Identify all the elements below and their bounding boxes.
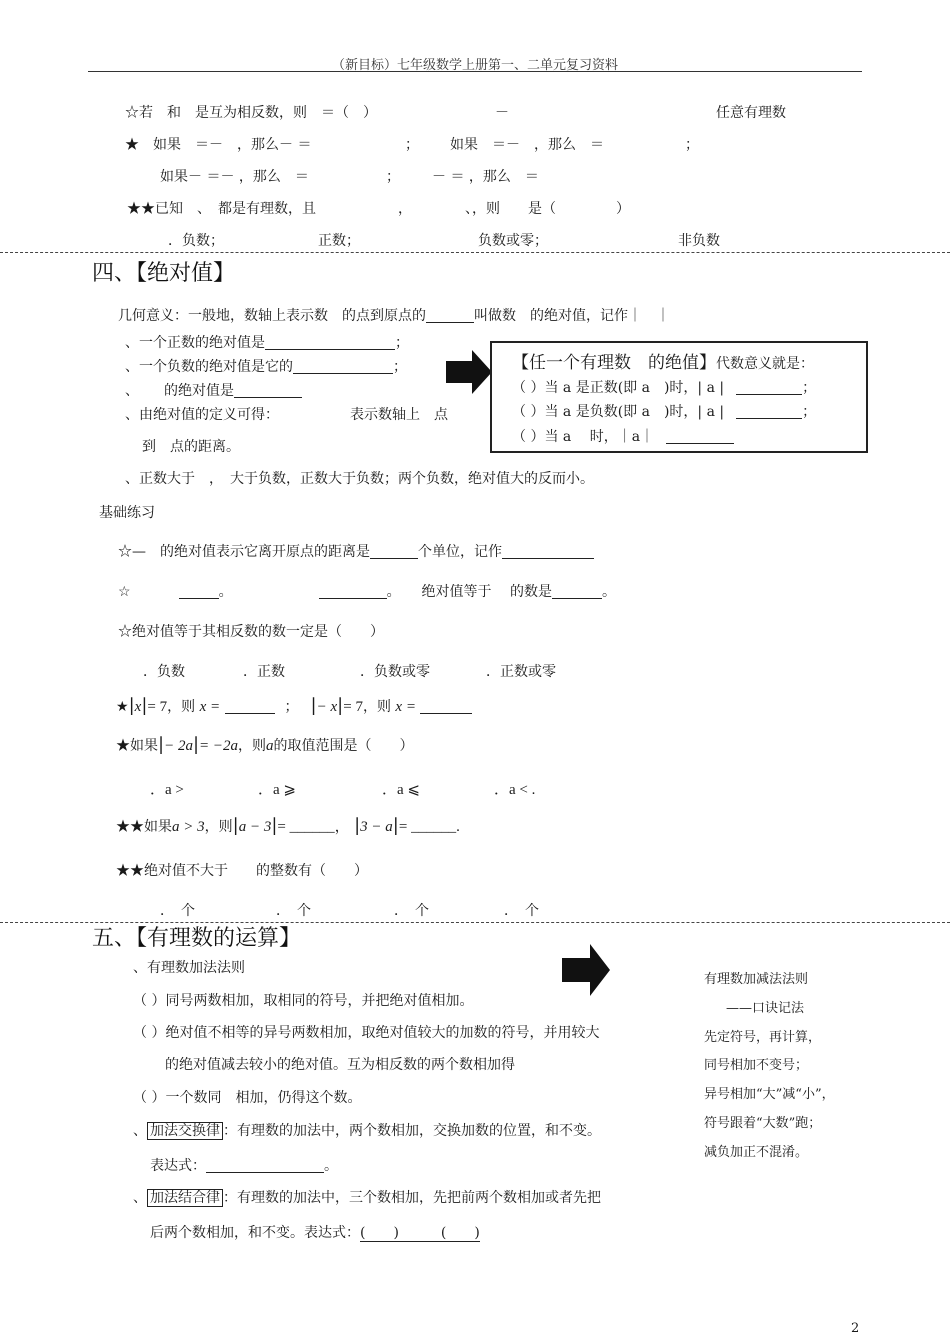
tips-line: 有理数加减法法则 [704,972,809,987]
geometric-meaning-b: 叫做数 的绝对值，记作｜ ｜ [474,308,670,324]
section-title-rational-operations: 五、【有理数的运算】 [92,926,302,951]
practice-q4 [116,695,472,716]
q5-option-d: ．a < . [494,782,536,798]
option-d: 非负数 [678,233,720,249]
q4-var: x [134,699,142,715]
expression-label: 表达式： [150,1158,206,1174]
item-negative-abs [125,356,407,376]
q-known-rational: ★★已知 、 都是有理数，且 [127,201,316,217]
item-label: 的绝对值是 [164,383,234,399]
abs-bar: | [232,815,239,836]
q-if-then-2-sep: ； [685,137,699,153]
q1-text-a: ☆— 的绝对值表示它离开原点的距离是 [118,544,370,560]
fill-blank[interactable] [179,584,219,599]
commutative-law-label: 加法交换律 [147,1122,223,1140]
q5-option-b: ．a ⩾ [258,782,296,798]
abs-bar: | [354,815,361,836]
q1-text-b: 个单位，记作 [418,544,502,560]
item-semicolon: ； [395,335,409,351]
associative-expression [150,1222,480,1242]
geometric-meaning-a: 几何意义：一般地，数轴上表示数 的点到原点的 [118,308,426,324]
q2-end: 。 [602,584,617,600]
item-definition: 、由绝对值的定义可得： [125,407,279,423]
fill-blank[interactable] [666,429,734,444]
box-row-label: （ ）当 a 是负数(即 a )时，| a | [512,404,725,420]
box-row-negative [512,401,816,421]
q5-then: ，则 [238,738,267,754]
item-semicolon: ； [393,359,407,375]
q5-option-c: ．a ⩽ [382,782,420,798]
tips-line: 同号相加不变号； [704,1058,809,1073]
q6-cond: a > 3 [172,819,205,835]
q-if-then-4: － ＝ ，那么 ＝ [432,169,539,185]
practice-q7: ★★绝对值不大于 的整数有（ ） [116,863,368,879]
box-row-semicolon: ； [802,404,817,420]
practice-q2 [118,581,616,601]
q4-xeq2: x = [395,699,416,715]
box-row-label: （ ）当 a 是正数(即 a )时，| a | [512,380,725,396]
q2-text: 。 绝对值等于 的数是 [386,584,553,600]
fill-blank[interactable] [206,1158,324,1173]
page-number: 2 [851,1321,860,1336]
q5-inner: − 2a [164,738,193,754]
q5-rhs: = −2a [199,738,239,754]
fill-blank[interactable] [225,699,275,714]
q5-option-a: ．a > [150,782,184,798]
fill-blank[interactable] [502,544,594,559]
q-opposite-option-any: 任意有理数 [716,105,786,121]
item-label: 、 [125,383,139,399]
q4-eq1: = 7 [147,699,168,715]
abs-bar: | [158,734,165,755]
q4-star: ★ [116,699,129,715]
item-positive-abs [125,332,409,352]
fill-blank[interactable] [420,699,472,714]
arrow-right-icon [562,944,610,996]
q7-option-b: ． 个 [276,903,311,919]
q2-dot: 。 [218,584,233,600]
fill-blank[interactable] [319,584,387,599]
q4-negx: − x [316,699,338,715]
rule-prefix: 、 [133,1123,147,1139]
rule-commutative [133,1120,601,1140]
basic-practice-heading: 基础练习 [99,505,155,521]
option-b: 正数； [318,233,360,249]
page-header-title: （新目标）七年级数学上册第一、二单元复习资料 [331,58,618,73]
q-known-rational-close: ） [616,201,630,217]
q7-option-d: ． 个 [504,903,539,919]
expression-label: 后两个数相加，和不变。表达式： [150,1225,360,1241]
expression-end: 。 [324,1158,338,1174]
q4-then2: ，则 [362,699,391,715]
q-if-then-2: 如果 ＝－ ，那么 ＝ [450,137,604,153]
abs-bar: | [192,734,200,755]
geometric-meaning [118,305,670,325]
item-zero-abs [125,380,302,400]
q7-option-c: ． 个 [394,903,429,919]
tips-line: 符号跟着“大数”跑； [704,1116,822,1131]
q-opposite-numbers: ☆若 和 是互为相反数，则 ＝（ ） [125,105,377,121]
item-label: 、一个负数的绝对值是它的 [125,359,293,375]
section-divider [0,252,950,253]
abs-bar: | [310,695,317,716]
rule-associative [133,1187,601,1207]
box-title [512,348,814,373]
q-opposite-option: － [495,105,509,121]
abs-bar: | [271,815,278,836]
fill-blank[interactable] [736,380,802,395]
q2-star: ☆ [118,584,131,600]
algebraic-meaning-box [490,341,868,453]
tips-line: 异号相加“大”减“小”， [704,1087,835,1102]
q3-option-b: ．正数 [243,664,285,680]
q7-option-a: ． 个 [160,903,195,919]
associative-law-label: 加法结合律 [147,1189,223,1207]
q-if-then-1-sep: ； [405,137,419,153]
practice-q5 [116,734,414,755]
q5-pre: ★如果 [116,738,158,754]
q-known-rational-cond: 、，则 是（ [465,201,556,217]
fill-blank[interactable] [736,404,802,419]
option-a: ．负数； [168,233,224,249]
q4-then1: ，则 [167,699,196,715]
box-title-main: 【任一个有理数 的绝值】 [512,353,716,373]
item-definition-c: 到 点的距离。 [142,439,240,455]
q-if-then-3: 如果－ ＝－ ，那么 ＝ [160,169,309,185]
abs-bar: | [337,695,344,716]
item-definition-b: 表示数轴上 点 [350,407,448,423]
item-label: 、一个正数的绝对值是 [125,335,265,351]
rule-prefix: 、 [133,1190,147,1206]
abs-bar: | [128,695,135,716]
rule-same-sign: （ ）同号两数相加，取相同的符号，并把绝对值相加。 [133,993,474,1009]
q4-semi: ； [284,699,299,715]
arrow-right-icon [446,350,492,394]
associative-expression-blank[interactable]: ( ) ( ) [360,1225,480,1241]
box-row-zero [512,426,734,446]
q6-e2: 3 − a [360,819,393,835]
fill-blank[interactable] [552,584,602,599]
q6-e1: a − 3 [238,819,272,835]
tips-line: ——口诀记法 [726,1001,805,1016]
fill-blank[interactable] [370,544,418,559]
option-c: 负数或零； [478,233,548,249]
q6-eq2: = ______. [398,819,460,835]
q-known-rational-sep: ， [398,201,412,217]
q6-pre: ★★如果 [116,819,172,835]
box-row-label: （ ）当 a 时，｜a｜ [512,429,655,445]
rule-zero: （ ）一个数同 相加，仍得这个数。 [133,1090,362,1106]
q4-eq2: = 7 [343,699,363,715]
q5-tail: 的取值范围是（ ） [273,738,414,754]
q4-xeq1: x = [199,699,221,715]
q3-option-c: ．负数或零 [360,664,430,680]
q-if-then-3-sep: ； [386,169,400,185]
commutative-law-text: ：有理数的加法中，两个数相加，交换加数的位置，和不变。 [223,1123,601,1139]
rule-addition-heading: 、有理数加法法则 [133,960,245,976]
item-compare: 、正数大于 ， 大于负数，正数大于负数；两个负数，绝对值大的反而小。 [125,471,594,487]
tips-line: 先定符号，再计算， [704,1030,822,1045]
q3-option-a: ．负数 [143,664,185,680]
tips-line: 减负加正不混淆。 [704,1145,809,1160]
practice-q6 [116,815,460,836]
fill-blank[interactable] [265,335,395,350]
abs-bar: | [141,695,148,716]
q5-a: a [266,738,274,754]
rule-different-sign: （ ）绝对值不相等的异号两数相加，取绝对值较大的加数的符号，并用较大 [133,1025,600,1041]
practice-q1 [118,541,594,561]
q6-eq1: = ______， [277,819,350,835]
header-rule [88,71,862,72]
box-row-positive [512,377,816,397]
abs-bar: | [392,815,399,836]
fill-blank[interactable] [426,308,474,323]
commutative-expression [150,1155,338,1175]
practice-q3: ☆绝对值等于其相反数的数一定是（ ） [118,624,384,640]
q3-option-d: ．正数或零 [486,664,556,680]
q6-then: ，则 [204,819,233,835]
associative-law-text: ：有理数的加法中，三个数相加，先把前两个数相加或者先把 [223,1190,601,1206]
q-if-then-1: ★ 如果 ＝－ ，那么－ ＝ [125,137,312,153]
fill-blank[interactable] [293,359,393,374]
rule-different-sign-cont: 的绝对值减去较小的绝对值。互为相反数的两个数相加得 [165,1057,515,1073]
section-title-absolute-value: 四、【绝对值】 [92,261,236,286]
box-row-semicolon: ； [802,380,817,396]
fill-blank[interactable] [234,383,302,398]
box-title-tail: 代数意义就是： [716,356,814,372]
